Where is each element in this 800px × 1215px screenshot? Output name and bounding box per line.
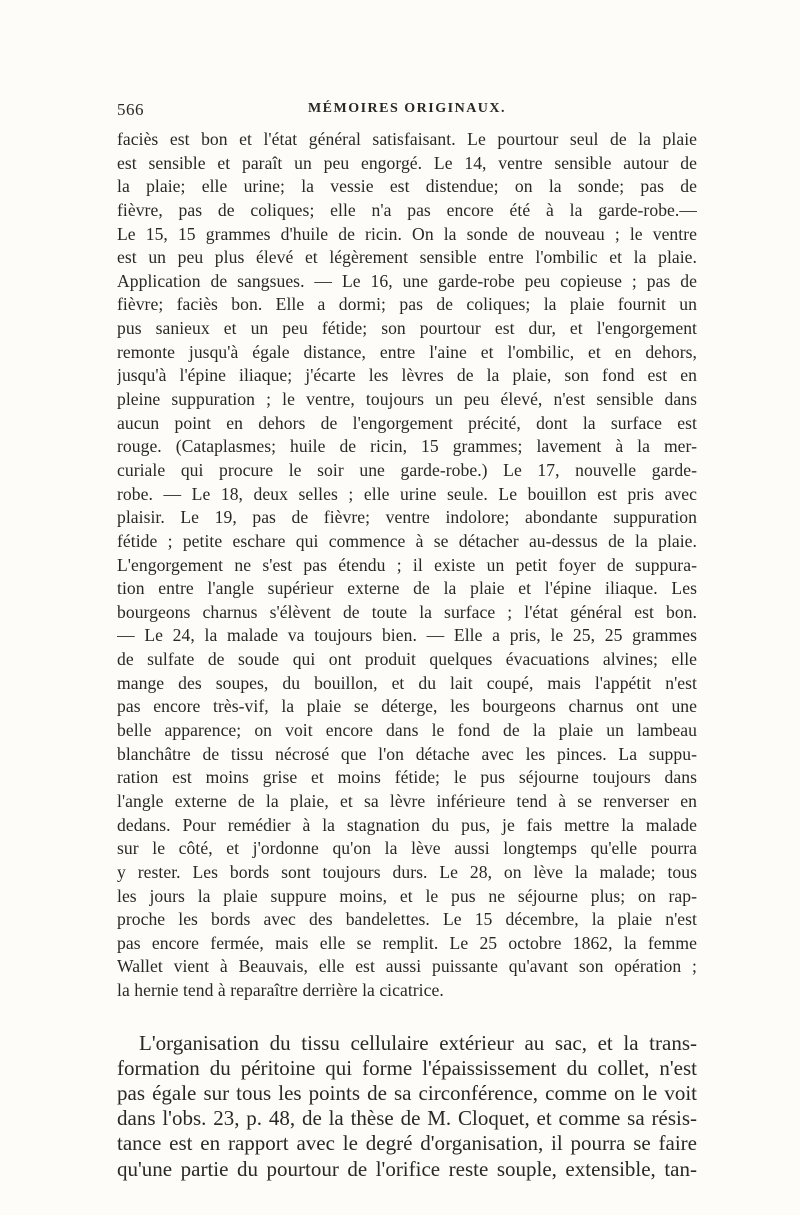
- text-line: la hernie tend à reparaître derrière la cicatrice.: [117, 980, 444, 1001]
- text-line: qu'une partie du pourtour de l'orifice reste souple, extensible, tan-: [117, 1156, 697, 1181]
- text-line: est sensible et paraît un peu engorgé. Le 14, ventre sensible autour de: [117, 152, 697, 173]
- text-line: robe. — Le 18, deux selles ; elle urine seule. Le bouillon est pris avec: [117, 483, 697, 504]
- running-title: MÉMOIRES ORIGINAUX.: [307, 101, 507, 116]
- text-line: fétide ; petite eschare qui commence à se détacher au-dessus de la plaie.: [117, 530, 697, 551]
- text-line: pus sanieux et un peu fétide; son pourtour est dur, et l'engorgement: [117, 318, 697, 339]
- text-line: pas encore fermée, mais elle se remplit. Le 25 octobre 1862, la femme: [117, 932, 697, 953]
- text-line: tion entre l'angle supérieur externe de la plaie et l'épine iliaque. Les: [117, 578, 697, 599]
- text-line: pleine suppuration ; le ventre, toujours un peu élevé, n'est sensible dans: [117, 389, 697, 410]
- text-line: faciès est bon et l'état général satisfaisant. Le pourtour seul de la plaie: [117, 129, 697, 149]
- case-report-paragraph: [117, 128, 697, 1003]
- text-line: tance est en rapport avec le degré d'organisation, il pourra se faire: [117, 1131, 697, 1156]
- text-line: formation du péritoine qui forme l'épaississement du collet, n'est: [117, 1055, 697, 1080]
- body-text: [117, 128, 697, 1182]
- text-line: L'organisation du tissu cellulaire extérieur au sac, et la trans-: [139, 1030, 697, 1055]
- text-line: jusqu'à l'épine iliaque; j'écarte les lèvres de la plaie, son fond est en: [117, 365, 697, 386]
- discussion-paragraph: [117, 1031, 697, 1182]
- text-line: Wallet vient à Beauvais, elle est aussi puissante qu'avant son opération ;: [117, 956, 697, 977]
- text-line: curiale qui procure le soir une garde-robe.) Le 17, nouvelle garde-: [117, 459, 697, 480]
- text-line: remonte jusqu'à égale distance, entre l'aine et l'ombilic, et en dehors,: [117, 341, 697, 362]
- text-line: l'angle externe de la plaie, et sa lèvre inférieure tend à se renverser en: [117, 790, 697, 811]
- text-line: blanchâtre de tissu nécrosé que l'on détache avec les pinces. La suppu-: [117, 743, 697, 764]
- text-line: proche les bords avec des bandelettes. Le 15 décembre, la plaie n'est: [117, 909, 697, 930]
- text-line: ration est moins grise et moins fétide; le pus séjourne toujours dans: [117, 767, 697, 788]
- text-line: la plaie; elle urine; la vessie est distendue; on la sonde; pas de: [117, 176, 697, 197]
- text-line: — Le 24, la malade va toujours bien. — Elle a pris, le 25, 25 grammes: [117, 625, 697, 646]
- text-line: fièvre, pas de coliques; elle n'a pas encore été à la garde-robe.—: [117, 199, 697, 220]
- text-line: fièvre; faciès bon. Elle a dormi; pas de coliques; la plaie fournit un: [117, 294, 697, 315]
- text-line: L'engorgement ne s'est pas étendu ; il existe un petit foyer de suppura-: [117, 554, 697, 575]
- text-line: belle apparence; on voit encore dans le fond de la plaie un lambeau: [117, 720, 697, 741]
- text-line: plaisir. Le 19, pas de fièvre; ventre indolore; abondante suppuration: [117, 507, 697, 528]
- text-line: bourgeons charnus s'élèvent de toute la surface ; l'état général est bon.: [117, 601, 697, 622]
- text-line: rouge. (Cataplasmes; huile de ricin, 15 grammes; lavement à la mer-: [117, 436, 697, 457]
- text-line: de sulfate de soude qui ont produit quelques évacuations alvines; elle: [117, 649, 697, 670]
- text-line: Le 15, 15 grammes d'huile de ricin. On la sonde de nouveau ; le ventre: [117, 223, 697, 244]
- text-line: les jours la plaie suppure moins, et le pus ne séjourne plus; on rap-: [117, 885, 697, 906]
- page-number: 566: [117, 100, 144, 119]
- text-line: Application de sangsues. — Le 16, une garde-robe peu copieuse ; pas de: [117, 270, 697, 291]
- text-line: mange des soupes, du bouillon, et du lait coupé, mais l'appétit n'est: [117, 672, 697, 693]
- text-line: est un peu plus élevé et légèrement sensible entre l'ombilic et la plaie.: [117, 247, 697, 268]
- text-line: dans l'obs. 23, p. 48, de la thèse de M. Cloquet, et comme sa résis-: [117, 1106, 697, 1131]
- text-line: y rester. Les bords sont toujours durs. Le 28, on lève la malade; tous: [117, 861, 697, 882]
- page-header: [117, 100, 697, 122]
- text-line: pas égale sur tous les points de sa circonférence, comme on le voit: [117, 1081, 697, 1106]
- text-line: sur le côté, et j'ordonne qu'on la lève aussi longtemps qu'elle pourra: [117, 838, 697, 859]
- text-line: aucun point en dehors de l'engorgement précité, dont la surface est: [117, 412, 697, 433]
- text-line: pas encore très-vif, la plaie se déterge, les bourgeons charnus ont une: [117, 696, 697, 717]
- text-line: dedans. Pour remédier à la stagnation du pus, je fais mettre la malade: [117, 814, 697, 835]
